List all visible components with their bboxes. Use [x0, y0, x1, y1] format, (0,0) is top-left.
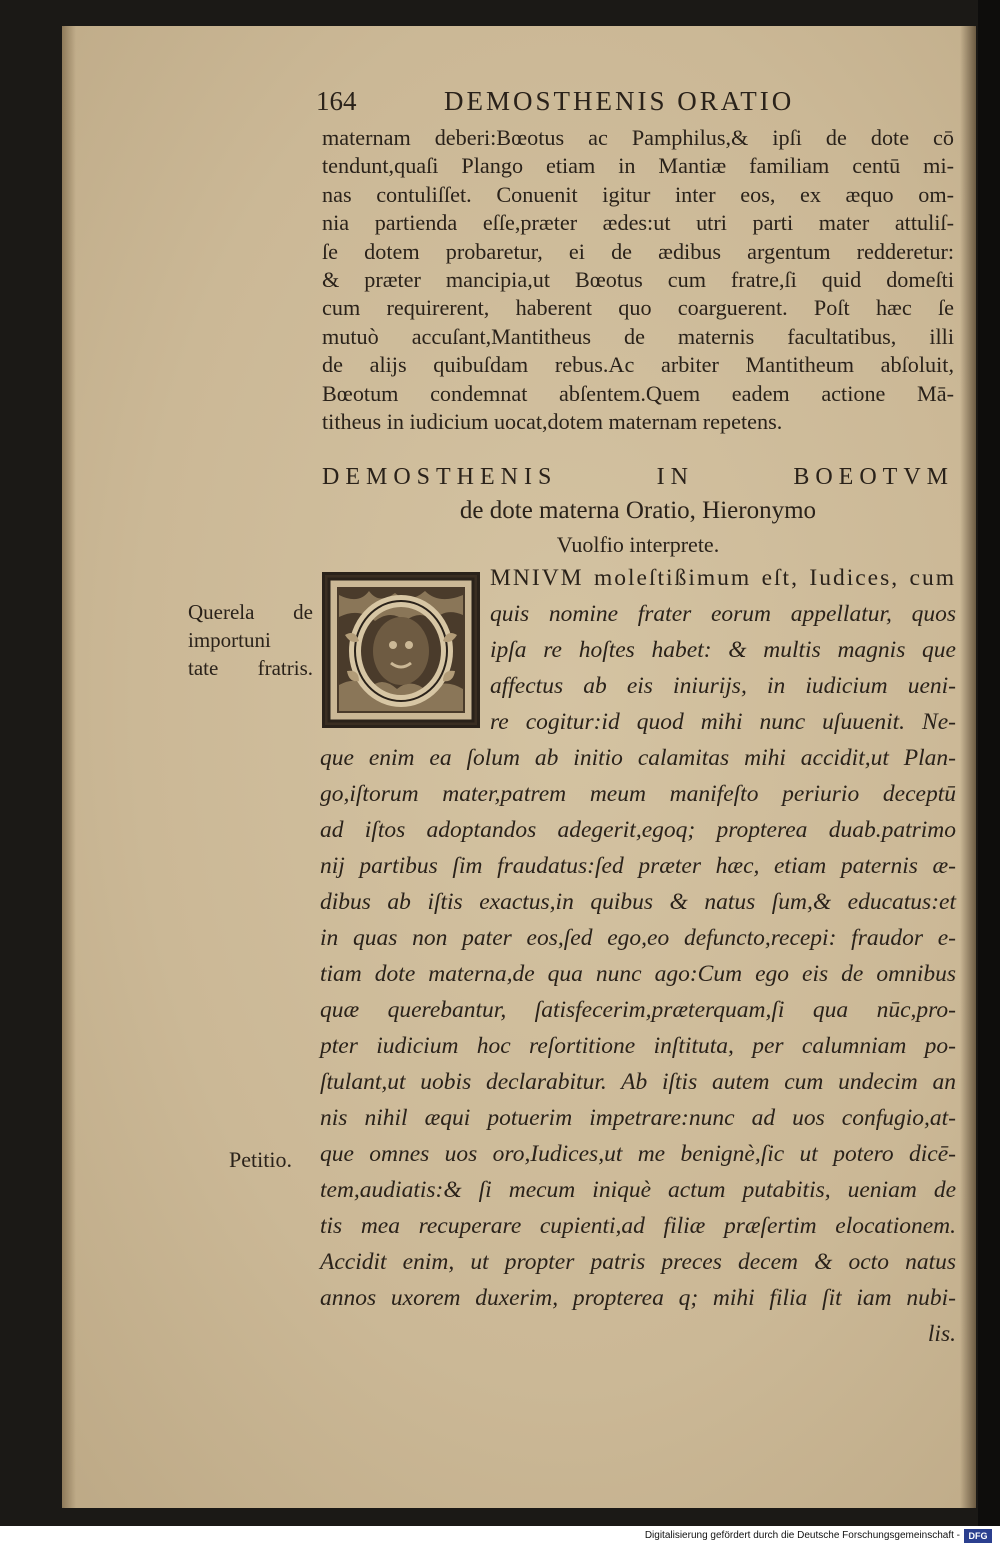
argument-line: maternam deberi:Bœotus ac Pamphilus,& ipſi de dote cō [322, 125, 954, 150]
argument-line: nia partienda eſſe,præter ædes:ut utri parti mater attuliſ- [322, 210, 954, 236]
argument-line: nas contuliſſet. Conuenit igitur inter eos, ex æquo om- [322, 181, 954, 207]
digitization-credit: Digitalisierung gefördert durch die Deutsche Forschungsgemeinschaft - [644, 1530, 960, 1541]
argument-line: ſe dotem probaretur, ei de ædibus argentum redderetur: [322, 238, 954, 264]
scan-edge-strip [978, 0, 1000, 1546]
oration-heading-line2: de dote materna Oratio, Hieronymo [459, 497, 817, 524]
argument-line: titheus in iudicium uocat,dotem maternam repetens. [322, 408, 783, 434]
digitization-footer [0, 1526, 1000, 1546]
body-line: tiam dote materna,de qua nunc ago:Cum ego eis de omnibus [320, 961, 956, 987]
page-shadow-right [960, 26, 976, 1508]
body-line: que enim ea ſolum ab initio calamitas mihi accidit,ut Plan- [320, 745, 956, 771]
marginal-note-line: importuni [188, 628, 271, 652]
body-line: ipſa re hoſtes habet: & multis magnis que [490, 637, 956, 663]
argument-paragraph [322, 124, 954, 436]
oration-heading [322, 460, 954, 562]
body-line: affectus ab eis iniurijs, in iudicium ueni- [490, 673, 956, 699]
oration-body [320, 560, 956, 1352]
marginal-note-quarrel [188, 598, 313, 682]
body-line: ad iſtos adoptandos adegerit,egoq; propterea duab.patrimo [320, 817, 956, 843]
dfg-logo: DFG [964, 1529, 992, 1543]
body-line: quæ querebantur, ſatisfecerim,præterquam,ſi qua nūc,pro- [320, 997, 956, 1023]
page-number: 164 [316, 86, 357, 116]
oration-heading-line1: DEMOSTHENIS IN BOEOTVM [322, 464, 954, 490]
body-line: dibus ab iſtis exactus,in quibus & natus ſum,& educatus:et [320, 889, 956, 915]
argument-line: de alijs quibuſdam rebus.Ac arbiter Mantitheum abſoluit, [322, 352, 954, 378]
oration-heading-line3: Vuolfio interprete. [556, 532, 720, 557]
argument-line: Bœotum condemnat abſentem.Quem eadem actione Mā- [322, 380, 954, 406]
running-head [316, 86, 876, 122]
body-line: pter iudicium hoc reſortitione inſtituta, per calumniam po- [320, 1033, 956, 1059]
running-title: DEMOSTHENIS ORATIO [444, 86, 795, 116]
argument-line: mutuò accuſant,Mantitheus de maternis facultatibus, illi [322, 323, 954, 349]
body-line: ſtulant,ut uobis declarabitur. Ab iſtis autem cum undecim an [320, 1069, 956, 1095]
body-line: quis nomine frater eorum appellatur, quos [490, 601, 956, 627]
body-line: MNIVM moleſtißimum eſt, Iudices, cum [490, 565, 956, 591]
body-line: tem,audiatis:& ſi mecum iniquè actum putabitis, ueniam de [320, 1177, 956, 1203]
marginal-note-line: tate fratris. [188, 656, 313, 680]
marginal-note-petition: Petitio. [229, 1147, 292, 1172]
body-line: annos uxorem duxerim, propterea q; mihi filia ſit iam nubi- [320, 1285, 956, 1311]
body-line: nij partibus ſim fraudatus:ſed præter hæc, etiam paternis æ- [320, 853, 956, 879]
argument-line: tendunt,quaſi Plango etiam in Mantiæ familiam centū mi- [322, 153, 954, 179]
body-line: tis mea recuperare cupienti,ad filiæ præſertim elocationem. [320, 1213, 956, 1239]
body-line: re cogitur:id quod mihi nunc uſuuenit. Ne- [490, 709, 956, 735]
page-shadow-left [62, 26, 76, 1508]
body-line: in quas non pater eos,ſed ego,eo defuncto,recepi: fraudor e- [320, 925, 956, 951]
body-line: que omnes uos oro,Iudices,ut me benignè,ſic ut potero dicē- [320, 1141, 956, 1167]
argument-line: cum requirerent, haberent quo coarguerent. Poſt hæc ſe [322, 295, 954, 321]
body-line: nis nihil æqui potuerim impetrare:nunc ad uos confugio,at- [320, 1105, 956, 1131]
marginal-note-line: Querela de [188, 600, 313, 624]
argument-line: & præter mancipia,ut Bœotus cum fratre,ſi quid domeſti [322, 266, 954, 292]
body-line: go,iſtorum mater,patrem meum manifeſto periurio deceptū [320, 781, 956, 807]
body-line: Accidit enim, ut propter patris preces decem & octo natus [320, 1249, 956, 1275]
body-line: lis. [927, 1321, 956, 1347]
